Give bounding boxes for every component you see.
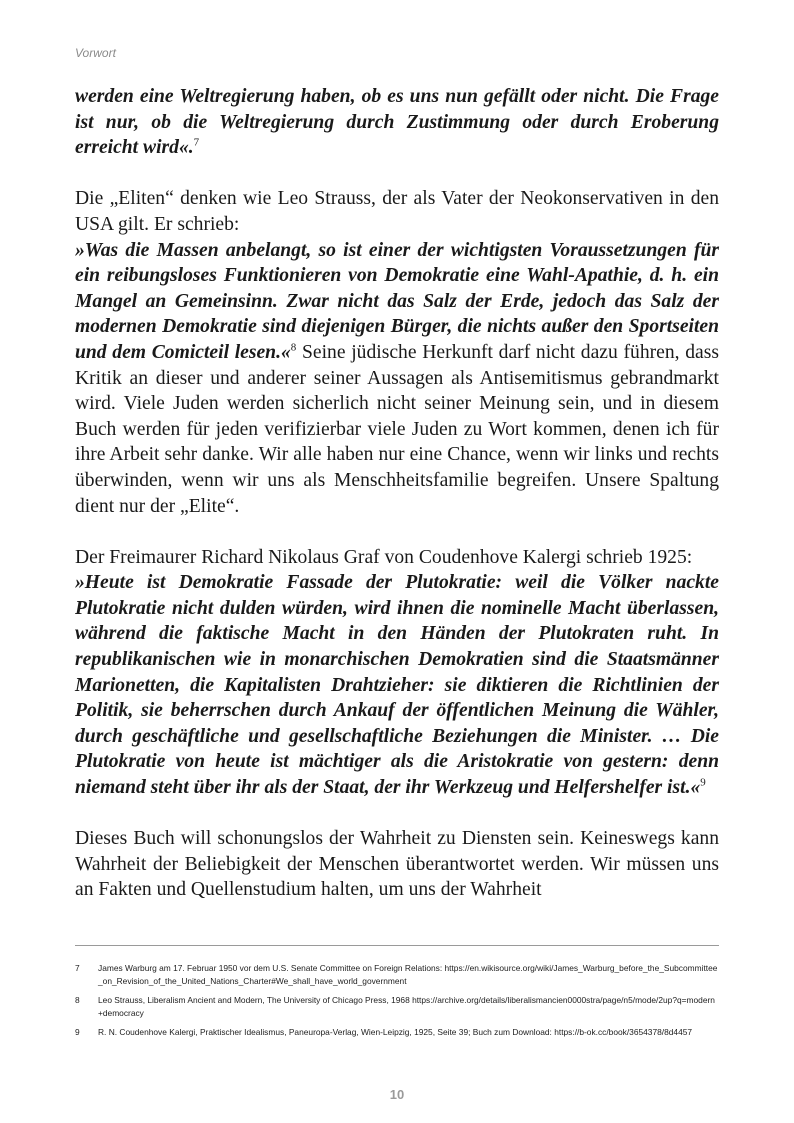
- footnote-9: [75, 1026, 719, 1039]
- running-header: Vorwort: [75, 46, 116, 60]
- quote-warburg: werden eine Weltregierung haben, ob es uns nun gefällt oder nicht. Die Frage ist nur, ob die Weltregierung durch Zustimmung oder durch Eroberung erreicht wird«.: [75, 86, 719, 159]
- footnote-ref-8[interactable]: 8: [290, 341, 297, 354]
- page-number: 10: [389, 1087, 405, 1102]
- footnotes: [75, 962, 719, 1045]
- footnote-divider: [75, 945, 719, 946]
- quote-strauss: »Was die Massen anbelangt, so ist einer der wichtigsten Voraussetzungen für ein reibungsloses Funktionieren von Demokratie eine Wahl-Apathie, d. h. ein Mangel an Gemeinsinn. Zwar nicht das Salz der Erde, jedoch das Salz der modernen Demokratie sind diejenigen Bürger, die nichts außer den Sportseiten und dem Comicteil lesen.«: [75, 239, 719, 363]
- footnote-number: 8: [75, 995, 80, 1005]
- paragraph-2-rest: Seine jüdische Herkunft darf nicht dazu führen, dass Kritik an dieser und anderer seiner Aussagen als Antisemitismus gebrandmarkt wird. Viele Juden werden sicherlich nicht seiner Meinung sein, und in diesem Buch werden für jeden verifizierbar viele Juden zu Wort kommen, denen ich für ihre Arbeit sehr danke. Wir alle haben nur eine Chance, wenn wir links und rechts überwinden, wenn wir uns als Menschheitsfamilie begreifen. Unsere Spaltung dient nur der „Elite“.: [75, 341, 719, 517]
- paragraph-2: [75, 186, 719, 519]
- quote-kalergi: »Heute ist Demokratie Fassade der Plutokratie: weil die Völker nackte Plutokratie nicht dulden würden, wird ihnen die nominelle Macht überlassen, während die faktische Macht in den Händen der Plutokraten ruht. In republikanischen wie in monarchischen Demokratien sind die Staatsmänner Marionetten, die Kapitalisten Drahtzieher: sie diktieren die Richtlinien der Politik, sie beherrschen durch Ankauf der öffentlichen Meinung die Wähler, durch geschäftliche und gesellschaftliche Beziehungen die Minister. … Die Plutokratie von heute ist mächtiger als die Aristokratie von gestern: denn niemand steht über ihr als der Staat, der ihr Werkzeug und Helfershelfer ist.«: [75, 572, 719, 799]
- body-text: [75, 84, 719, 929]
- footnote-ref-7[interactable]: 7: [193, 136, 200, 149]
- paragraph-4: Dieses Buch will schonungslos der Wahrheit zu Diensten sein. Keineswegs kann Wahrheit der Beliebigkeit der Menschen überantwortet werden. Wir müssen uns an Fakten und Quellenstudium halten, um uns der Wahrheit: [75, 828, 719, 901]
- footnote-text[interactable]: James Warburg am 17. Februar 1950 vor dem U.S. Senate Committee on Foreign Relations: https://en.wikisource.org/wiki/James_Warburg_before_the_Subcommittee_on_Revision_of_the_United_Nations_Charter#We_shall_have_world_government: [98, 963, 718, 986]
- paragraph-3-intro: Der Freimaurer Richard Nikolaus Graf von Coudenhove Kalergi schrieb 1925:: [75, 546, 693, 568]
- footnote-7: [75, 962, 719, 988]
- footnote-text[interactable]: R. N. Coudenhove Kalergi, Praktischer Idealismus, Paneuropa-Verlag, Wien-Leipzig, 1925, Seite 39; Buch zum Download: https://b-ok.cc/book/3654378/8d4457: [98, 1027, 693, 1037]
- paragraph-3: [75, 545, 719, 801]
- footnote-ref-9[interactable]: 9: [700, 776, 706, 789]
- footnote-number: 9: [75, 1027, 80, 1037]
- paragraph-2-intro: Die „Eliten“ denken wie Leo Strauss, der als Vater der Neokonservativen in den USA gilt. Er schrieb:: [75, 188, 719, 235]
- paragraph-1: [75, 84, 719, 161]
- footnote-8: [75, 994, 719, 1020]
- footnote-number: 7: [75, 963, 80, 973]
- footnote-text[interactable]: Leo Strauss, Liberalism Ancient and Modern, The University of Chicago Press, 1968 https://archive.org/details/liberalismancien0000stra/page/n5/mode/2up?q=modern+democracy: [98, 995, 715, 1018]
